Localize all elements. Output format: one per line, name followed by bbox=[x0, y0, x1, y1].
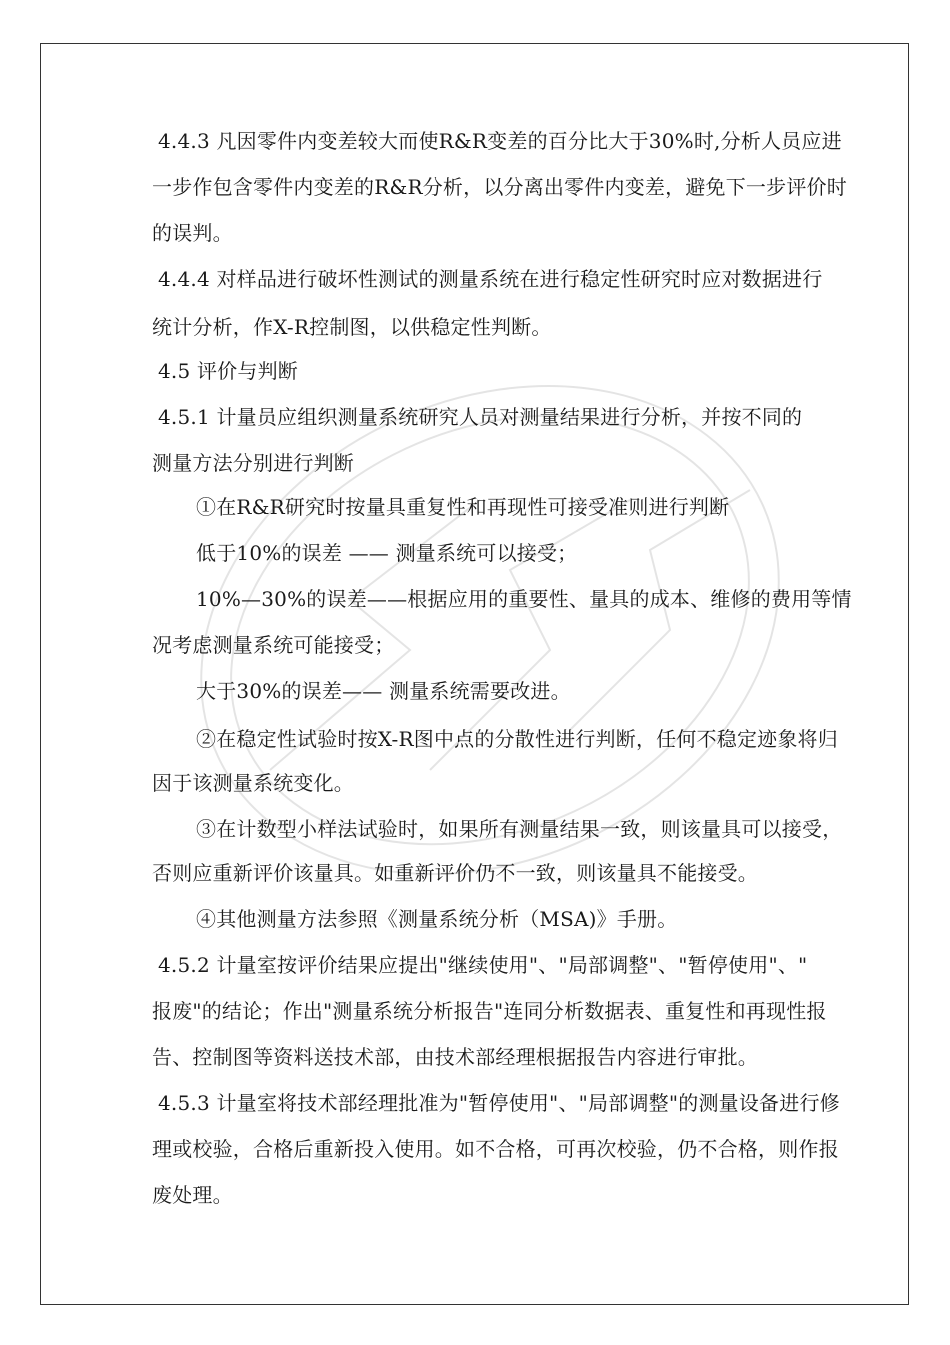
text-line-12: 况考虑测量系统可能接受； bbox=[152, 633, 395, 657]
text-line-17: 否则应重新评价该量具。如重新评价仍不一致，则该量具不能接受。 bbox=[152, 861, 758, 885]
text-line-19: 4.5.2 计量室按评价结果应提出"继续使用"、"局部调整"、"暂停使用"、" bbox=[158, 953, 808, 977]
text-line-11: 10%—30%的误差——根据应用的重要性、量具的成本、维修的费用等情 bbox=[196, 587, 852, 611]
text-line-3: 的误判。 bbox=[152, 221, 233, 245]
text-line-15: 因于该测量系统变化。 bbox=[152, 771, 354, 795]
text-line-7: 4.5.1 计量员应组织测量系统研究人员对测量结果进行分析，并按不同的 bbox=[158, 405, 803, 429]
text-line-8: 测量方法分别进行判断 bbox=[152, 451, 354, 475]
text-line-22: 4.5.3 计量室将技术部经理批准为"暂停使用"、"局部调整"的测量设备进行修 bbox=[158, 1091, 840, 1115]
section-heading-4-5: 4.5 评价与判断 bbox=[158, 359, 298, 383]
text-line-1: 4.4.3 凡因零件内变差较大而使R&R变差的百分比大于30%时,分析人员应进 bbox=[158, 129, 842, 153]
text-line-2: 一步作包含零件内变差的R&R分析，以分离出零件内变差，避免下一步评价时 bbox=[152, 175, 847, 199]
text-line-4: 4.4.4 对样品进行破坏性测试的测量系统在进行稳定性研究时应对数据进行 bbox=[158, 267, 823, 291]
text-line-10: 低于10%的误差 —— 测量系统可以接受； bbox=[196, 541, 578, 565]
text-line-9: ①在R&R研究时按量具重复性和再现性可接受准则进行判断 bbox=[196, 495, 730, 519]
text-line-23: 理或校验，合格后重新投入使用。如不合格，可再次校验，仍不合格，则作报 bbox=[152, 1137, 839, 1161]
text-line-14: ②在稳定性试验时按X-R图中点的分散性进行判断，任何不稳定迹象将归 bbox=[196, 727, 838, 751]
text-line-24: 废处理。 bbox=[152, 1183, 233, 1207]
text-line-20: 报废"的结论；作出"测量系统分析报告"连同分析数据表、重复性和再现性报 bbox=[152, 999, 827, 1023]
text-line-5: 统计分析，作X-R控制图，以供稳定性判断。 bbox=[152, 315, 552, 339]
text-line-18: ④其他测量方法参照《测量系统分析（MSA)》手册。 bbox=[196, 907, 678, 931]
text-line-16: ③在计数型小样法试验时，如果所有测量结果一致，则该量具可以接受， bbox=[196, 817, 843, 841]
text-line-21: 告、控制图等资料送技术部，由技术部经理根据报告内容进行审批。 bbox=[152, 1045, 758, 1069]
text-line-13: 大于30%的误差—— 测量系统需要改进。 bbox=[196, 679, 571, 703]
